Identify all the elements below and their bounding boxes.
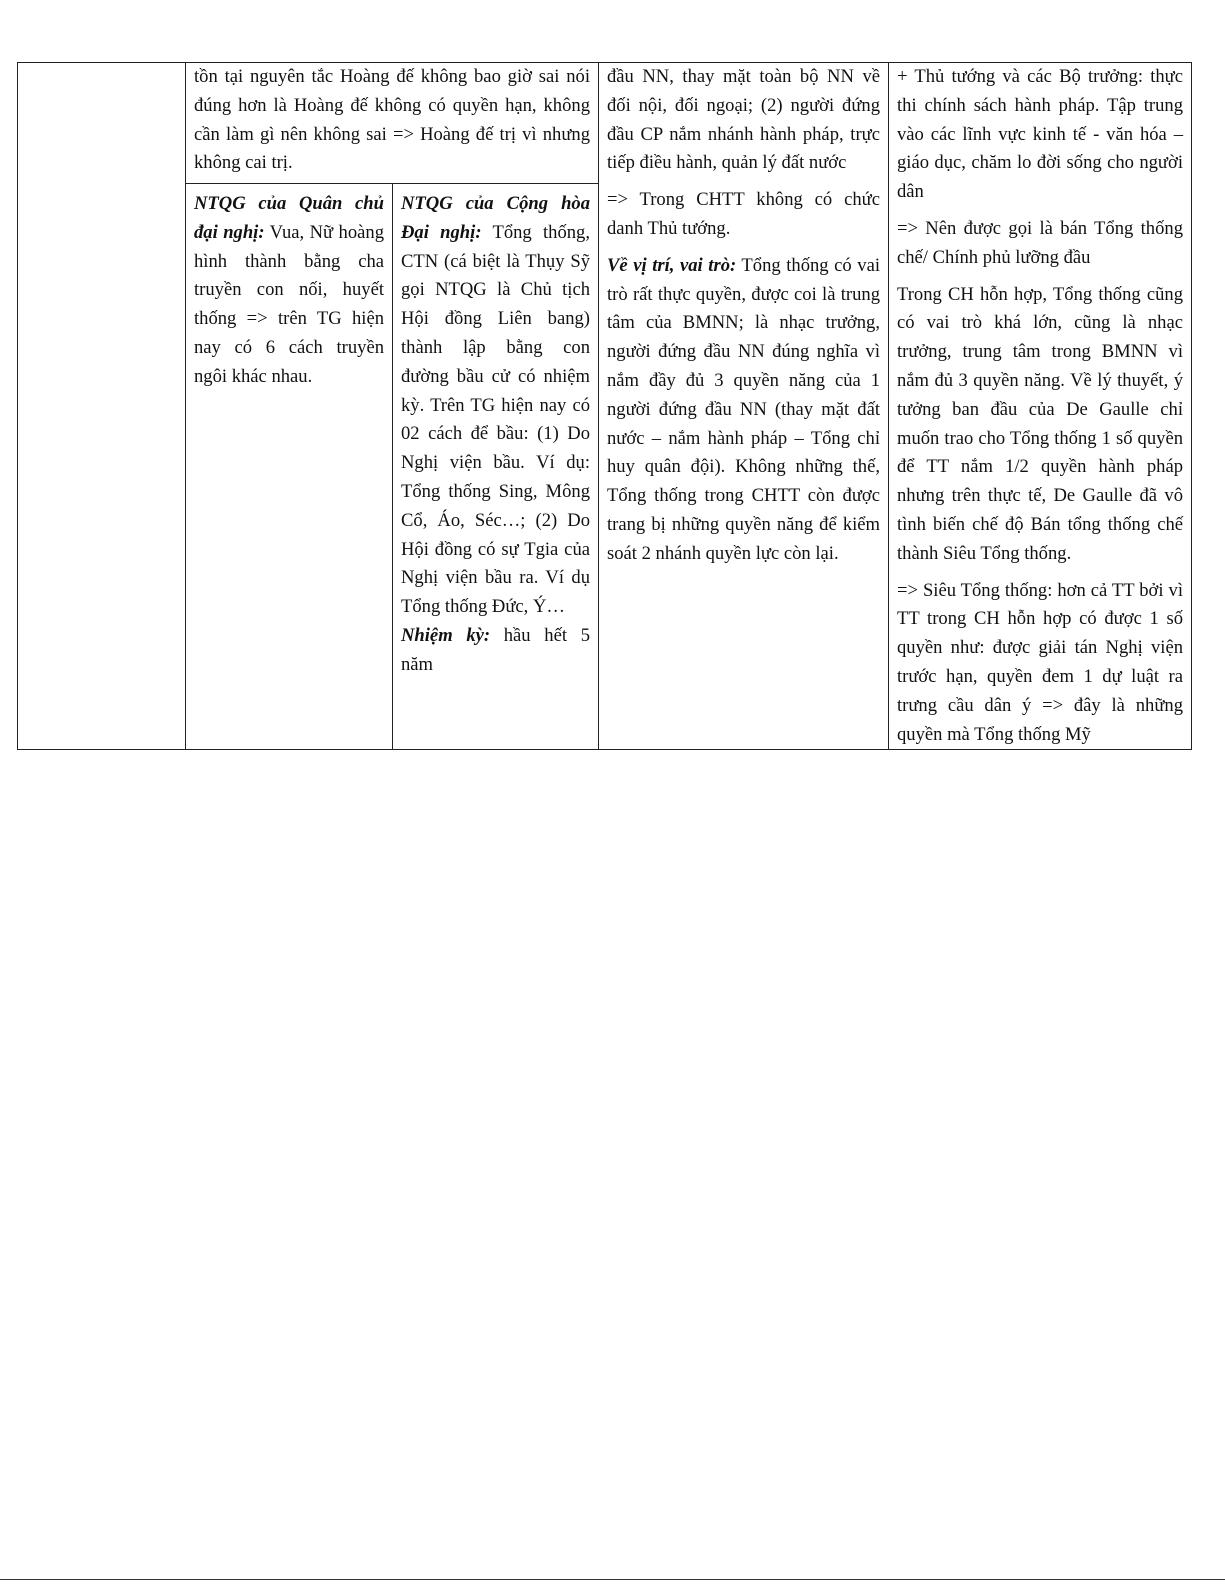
table-cell-republic-head (393, 184, 599, 750)
table-cell-presidential-republic (599, 63, 889, 750)
table-cell-monarchy-head (186, 184, 393, 750)
cell-paragraph: đầu NN, thay mặt toàn bộ NN về đối nội, đối ngoại; (2) người đứng đầu CP nắm nhánh hành pháp, trực tiếp điều hành, quản lý đất nước (607, 66, 880, 174)
cell-heading: Về vị trí, vai trò: (607, 254, 737, 276)
table-row-top (18, 63, 1192, 184)
cell-heading: Nhiệm kỳ: (401, 624, 491, 646)
cell-text: Tổng thống có vai trò rất thực quyền, được coi là trung tâm của BMNN; là nhạc trưởng, người đứng đầu NN đúng nghĩa vì nắm đầy đủ 3 quyền năng của 1 người đứng đầu NN (thay mặt đất nước – nắm hành pháp – Tổng chỉ huy quân đội). Không những thế, Tổng thống trong CHTT còn được trang bị những quyền năng để kiểm soát 2 nhánh quyền lực còn lại. (607, 254, 880, 564)
table-cell-emperor-principle (186, 63, 599, 184)
cell-text: hầu hết 5 năm (401, 624, 590, 675)
cell-paragraph (607, 252, 880, 569)
cell-paragraph: => Trong CHTT không có chức danh Thủ tướng. (607, 189, 880, 239)
cell-paragraph: => Siêu Tổng thống: hơn cả TT bởi vì TT trong CH hỗn hợp có được 1 số quyền như: được giải tán Nghị viện trước hạn, quyền đem 1 dự luật ra trưng cầu dân ý => đây là những quyền mà Tổng thống Mỹ (897, 579, 1183, 745)
cell-paragraph (401, 622, 590, 680)
comparison-table (17, 62, 1192, 750)
cell-paragraph: Trong CH hỗn hợp, Tổng thống cũng có vai trò khá lớn, cũng là nhạc trưởng, trung tâm trong BMNN vì nắm đủ 3 quyền năng. Về lý thuyết, ý tưởng ban đầu của De Gaulle chỉ muốn trao cho Tổng thống 1 số quyền để TT nắm 1/2 quyền hành pháp nhưng trên thực tế, De Gaulle đã vô tình biến chế độ Bán tổng thống chế thành Siêu Tổng thống. (897, 283, 1183, 564)
cell-text: tồn tại nguyên tắc Hoàng đế không bao giờ sai nói đúng hơn là Hoàng đế không có quyền hạn, không cần làm gì nên không sai => Hoàng đế trị vì nhưng không cai trị. (194, 66, 590, 174)
page-bottom-rule (0, 1579, 1225, 1580)
cell-paragraph: => Nên được gọi là bán Tổng thống chế/ Chính phủ lưỡng đầu (897, 217, 1183, 268)
cell-paragraph (401, 190, 590, 622)
cell-heading: NTQG của Quân chủ đại nghị: (194, 193, 384, 243)
cell-text: Tổng thống, CTN (cá biệt là Thụy Sỹ gọi NTQG là Chủ tịch Hội đồng Liên bang) thành lập bằng con đường bầu cử có nhiệm kỳ. Trên TG hiện nay có 02 cách để bầu: (1) Do Nghị viện bầu. Ví dụ: Tổng thống Sing, Mông Cổ, Áo, Séc…; (2) Do Hội đồng có sự Tgia của Nghị viện bầu ra. Ví dụ Tổng thống Đức, Ý… (401, 221, 590, 618)
cell-paragraph: + Thủ tướng và các Bộ trưởng: thực thi chính sách hành pháp. Tập trung vào các lĩnh vực kinh tế - văn hóa – giáo dục, chăm lo đời sống cho người dân (897, 66, 1183, 203)
cell-text: Vua, Nữ hoàng hình thành bằng cha truyền con nối, huyết thống => trên TG hiện nay có 6 cách truyền ngôi khác nhau. (194, 221, 384, 387)
cell-paragraph (194, 190, 384, 392)
table-cell-empty (18, 63, 186, 750)
cell-heading: NTQG của Cộng hòa Đại nghị: (401, 193, 590, 243)
table-cell-mixed-republic (889, 63, 1192, 750)
